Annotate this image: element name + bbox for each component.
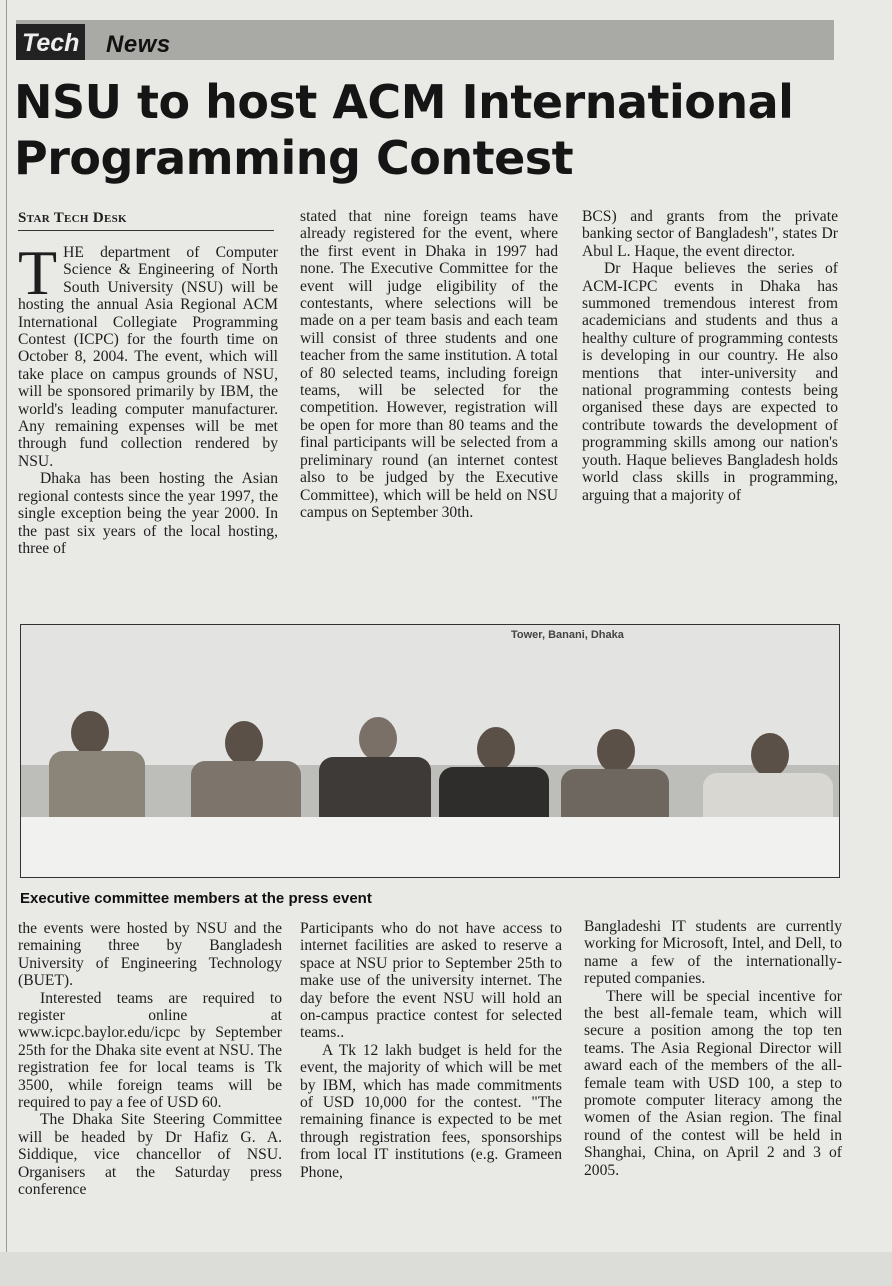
byline: Star Tech Desk <box>18 210 127 226</box>
article-column-5 <box>300 920 562 1181</box>
paragraph: the events were hosted by NSU and the remaining three by Bangladesh University of Engineering Technology (BUET). <box>18 920 282 990</box>
paragraph: Dr Haque believes the series of ACM-ICPC events in Dhaka has summoned tremendous interest from academicians and students and thus a healthy culture of programming contests is developing in our country. He also mentions that inter-university and national programming contests being organised these days are expected to contribute towards the development of programming skills among our nation's youth. Haque believes Bangladesh holds world class skills in programming, arguing that a majority of <box>582 260 838 504</box>
bleed-through-strip <box>0 1252 892 1286</box>
press-event-photo <box>20 624 840 878</box>
paragraph <box>18 237 278 470</box>
paragraph: The Dhaka Site Steering Committee will be headed by Dr Hafiz G. A. Siddique, vice chancellor of NSU. Organisers at the Saturday press conference <box>18 1111 282 1199</box>
person-head <box>71 711 109 755</box>
paragraph: There will be special incentive for the best all-female team, which will secure a position among the top ten teams. The Asia Regional Director will award each of the members of the all-female team with USD 100, a step to promote computer literacy among the women of the Asian region. The final round of the contest will be held in Shanghai, China, on April 2 and 3 of 2005. <box>584 987 842 1179</box>
photo-caption: Executive committee members at the press event <box>20 890 372 907</box>
headline: NSU to host ACM International Programming Contest <box>14 75 794 185</box>
paragraph: Bangladeshi IT students are currently working for Microsoft, Intel, and Dell, to name a few of the internationally-reputed companies. <box>584 918 842 988</box>
person-head <box>751 733 789 777</box>
byline-rule <box>18 230 274 231</box>
person-head <box>225 721 263 765</box>
paragraph: Participants who do not have access to internet facilities are asked to reserve a space at NSU prior to September 25th to make use of the university internet. The day before the event NSU will hold an on-campus practice contest for selected teams.. <box>300 920 562 1042</box>
article-column-3 <box>582 208 838 504</box>
paragraph: BCS) and grants from the private banking sector of Bangladesh", states Dr Abul L. Haque, the event director. <box>582 208 838 260</box>
article-column-6 <box>584 918 842 1179</box>
conference-table <box>21 817 839 877</box>
person-head <box>477 727 515 771</box>
article-column-4 <box>18 920 282 1199</box>
paragraph: Dhaka has been hosting the Asian regional contests since the year 1997, the single exception being the year 2000. In the past six years of the local hosting, three of <box>18 470 278 557</box>
paragraph-text: HE department of Computer Science & Engineering of North South University (NSU) will be hosting the annual Asia Regional ACM International Collegiate Programming Contest (ICPC) for the fourth time on October 8, 2004. The event, which will take place on campus grounds of NSU, will be sponsored primarily by IBM, the world's leading computer manufacturer. Any remaining expenses will be met through fund collection rendered by NSU. <box>18 244 278 470</box>
paragraph: stated that nine foreign teams have already registered for the event, where the first event in Dhaka in 1997 had none. The Executive Committee for the event will judge eligibility of the contestants, where selections will be made on a per team basis and each team will consist of three students and one teacher from the same institution. A total of 80 selected teams, including foreign teams, will be selected for the competition. However, registration will be open for more than 80 teams and the final participants will be selected from a preliminary round (an internet contest also to be judged by the Executive Committee), which will be held on NSU campus on September 30th. <box>300 208 558 521</box>
person-head <box>359 717 397 761</box>
person-head <box>597 729 635 773</box>
backdrop-banner-text: Tower, Banani, Dhaka <box>511 629 624 641</box>
paragraph: Interested teams are required to register online at www.icpc.baylor.edu/icpc by September 25th for the Dhaka site event at NSU. The registration fee for local teams is Tk 3500, while foreign teams will be required to pay a fee of USD 60. <box>18 989 282 1112</box>
paragraph: A Tk 12 lakh budget is held for the event, the majority of which will be met by IBM, which has made commitments of USD 10,000 for the contest. "The remaining finance is expected to be met through registration fees, sponsorships from local IT institutions (e.g. Grameen Phone, <box>300 1041 562 1181</box>
article-column-1 <box>18 237 278 557</box>
article-column-2 <box>300 208 558 521</box>
page-edge-rule <box>6 0 7 1286</box>
section-news-label: News <box>106 31 171 58</box>
section-tech-label: Tech <box>16 24 85 60</box>
photo-backdrop <box>21 625 839 765</box>
drop-cap: T <box>18 237 58 308</box>
